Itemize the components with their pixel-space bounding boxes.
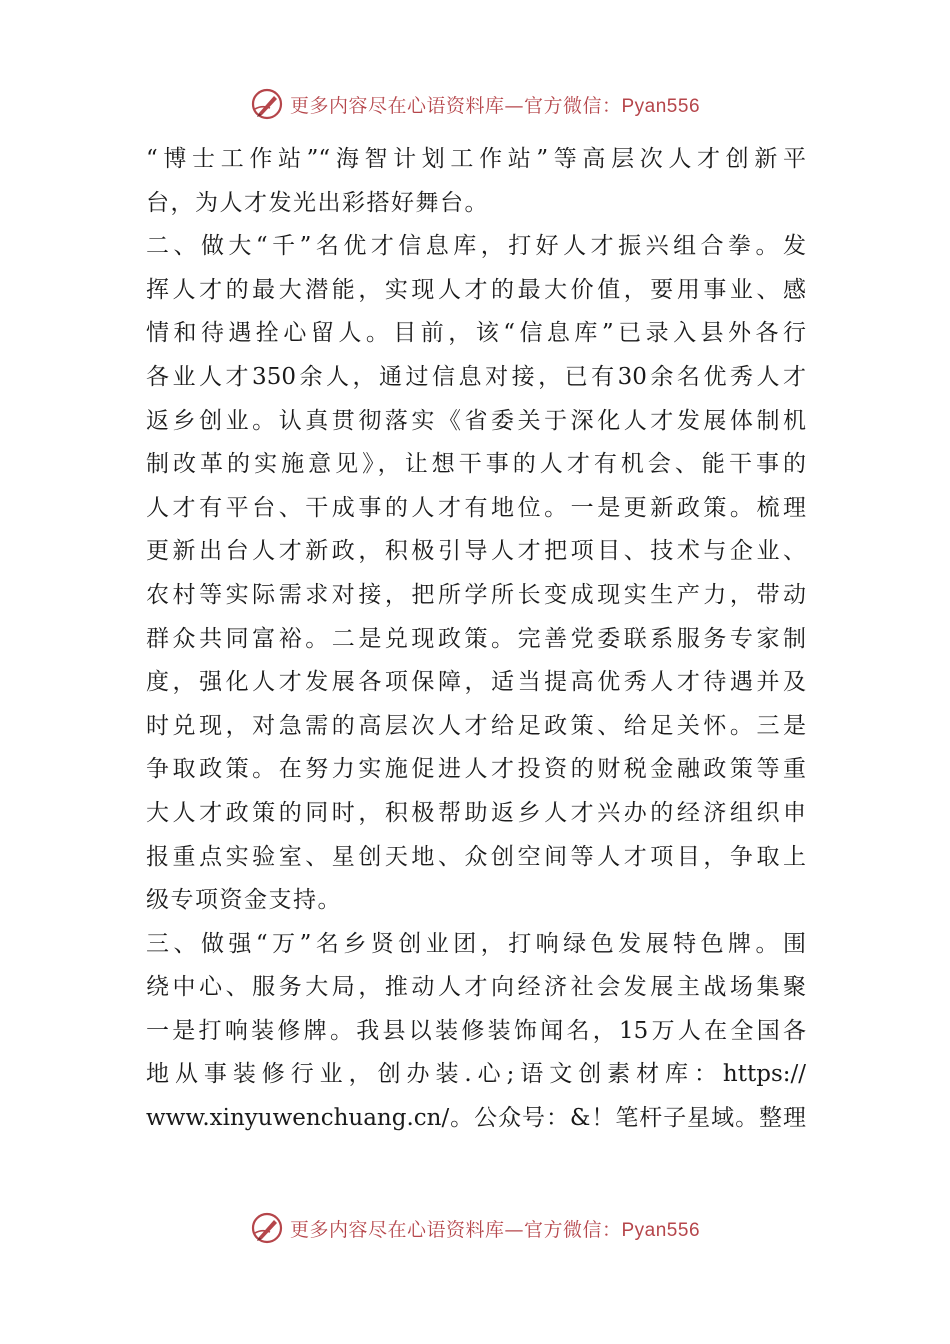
footer-wechat-handle: Pyan556 (621, 1219, 701, 1241)
body-line: 返乡创业。认真贯彻落实《省委关于深化人才发展体制机 (146, 407, 806, 434)
body-line: “博士工作站”“海智计划工作站”等高层次人才创新平 (146, 146, 806, 172)
body-line: 群众共同富裕。二是兑现政策。完善党委联系服务专家制 (146, 625, 806, 652)
header-official-label: 官方微信： (523, 94, 622, 117)
body-line: 地从事装修行业，创办装.心;语文创素材库：https:// (146, 1061, 806, 1088)
body-line: 一是打响装修牌。我县以装修装饰闻名，15万人在全国各 (146, 1017, 806, 1044)
document-body (146, 138, 806, 1141)
body-line: 挥人才的最大潜能，实现人才的最大价值，要用事业、感 (146, 276, 806, 303)
body-line: 情和待遇拴心留人。目前，该“信息库”已录入县外各行 (146, 320, 806, 347)
footer-text (290, 1215, 700, 1242)
header-wechat-handle: Pyan556 (621, 95, 701, 117)
footer-official-label: 官方微信： (523, 1218, 622, 1241)
header-title: 更多内容尽在心语资料库 (289, 94, 505, 117)
footer-title: 更多内容尽在心语资料库 (289, 1218, 505, 1241)
header-text (290, 91, 700, 118)
pen-logo-icon (250, 87, 284, 121)
body-line: 大人才政策的同时，积极帮助返乡人才兴办的经济组织申 (146, 799, 806, 826)
body-line: 制改革的实施意见》，让想干事的人才有机会、能干事的 (146, 451, 806, 478)
body-line: 报重点实验室、星创天地、众创空间等人才项目，争取上 (146, 843, 806, 870)
footer-separator: — (504, 1218, 524, 1241)
body-line: www.xinyuwenchuang.cn/。公众号：&！笔杆子星域。整理 (146, 1105, 806, 1132)
body-line: 争取政策。在努力实施促进人才投资的财税金融政策等重 (146, 756, 806, 783)
body-line: 各业人才350余人，通过信息对接，已有30余名优秀人才 (146, 363, 806, 390)
body-line: 台，为人才发光出彩搭好舞台。 (146, 189, 489, 216)
body-line: 农村等实际需求对接，把所学所长变成现实生产力，带动 (146, 581, 806, 608)
body-line: 三、做强“万”名乡贤创业团，打响绿色发展特色牌。围 (146, 930, 806, 957)
pen-logo-icon (250, 1211, 284, 1245)
body-line: 更新出台人才新政，积极引导人才把项目、技术与企业、 (146, 538, 806, 565)
header-banner (0, 84, 950, 124)
body-line: 人才有平台、干成事的人才有地位。一是更新政策。梳理 (146, 494, 806, 521)
body-line: 度，强化人才发展各项保障，适当提高优秀人才待遇并及 (146, 669, 806, 696)
header-separator: — (504, 94, 524, 117)
body-line: 时兑现，对急需的高层次人才给足政策、给足关怀。三是 (146, 712, 806, 739)
body-line: 绕中心、服务大局，推动人才向经济社会发展主战场集聚 (146, 974, 806, 1001)
footer-banner (0, 1208, 950, 1248)
body-line: 二、做大“千”名优才信息库，打好人才振兴组合拳。发 (146, 233, 806, 260)
body-line: 级专项资金支持。 (146, 887, 342, 914)
